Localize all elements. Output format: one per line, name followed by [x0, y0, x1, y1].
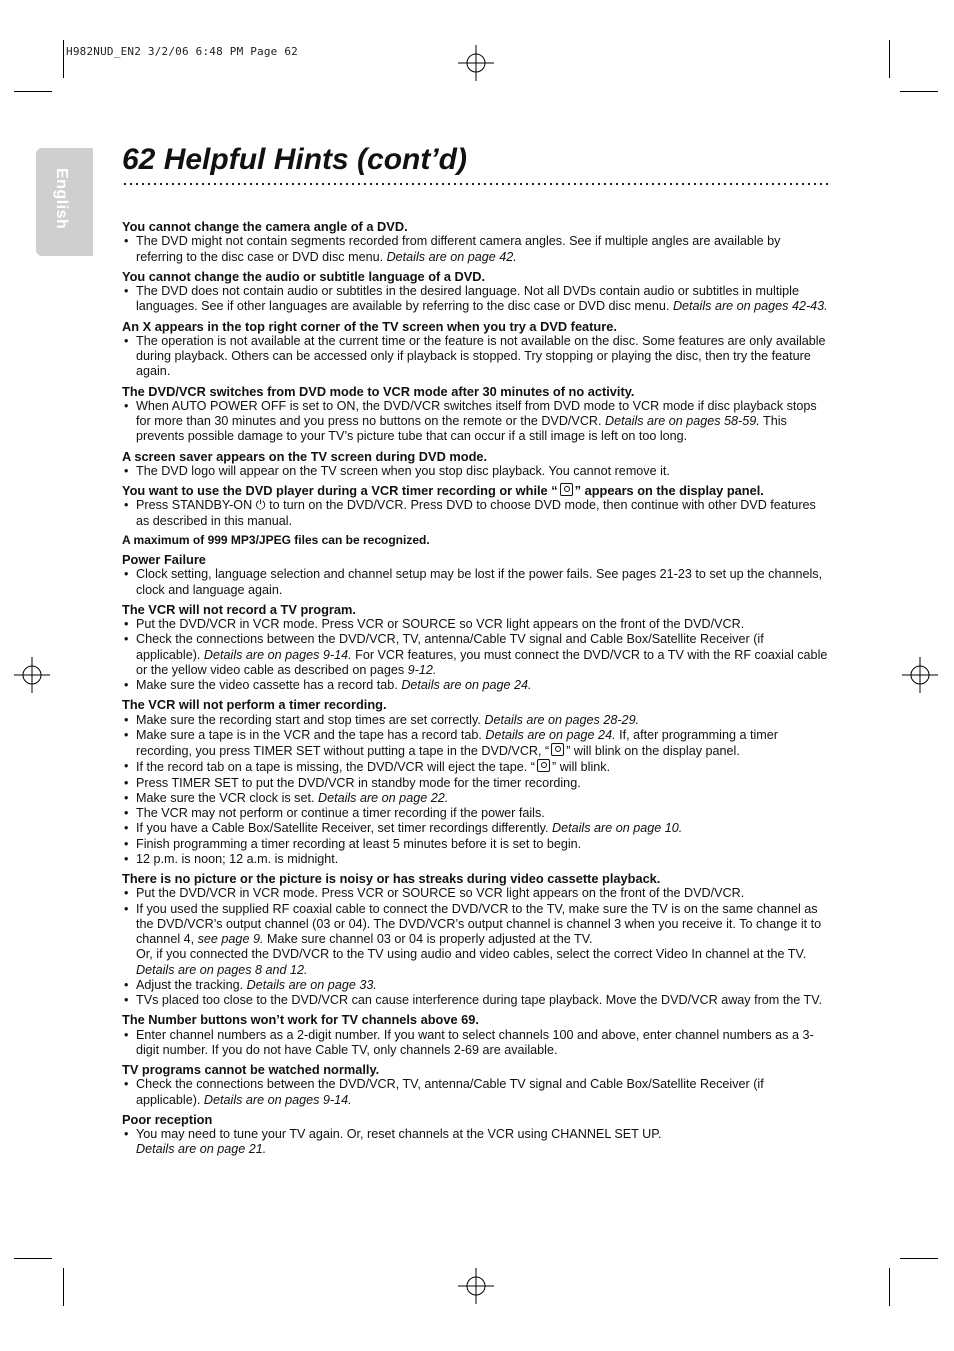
registration-mark [458, 1268, 494, 1304]
crop-mark [63, 1268, 64, 1306]
hint-heading: The VCR will not record a TV program. [122, 601, 356, 617]
hint-bullet: • Put the DVD/VCR in VCR mode. Press VCR or SOURCE so VCR light appears on the front of the DVD/VCR. [122, 886, 830, 901]
hint-bullet: • Make sure the VCR clock is set. Details are on page 22. [122, 791, 830, 806]
page-reference: Details are on pages 28-29. [484, 712, 640, 727]
hint-section [122, 533, 830, 548]
hint-heading: An X appears in the top right corner of the TV screen when you try a DVD feature. [122, 318, 617, 334]
hint-heading: A maximum of 999 MP3/JPEG files can be recognized. [122, 532, 430, 547]
hint-bullet: • TVs placed too close to the DVD/VCR can cause interference during tape playback. Move the DVD/VCR away from the TV. [122, 993, 830, 1008]
hint-heading: TV programs cannot be watched normally. [122, 1062, 380, 1077]
registration-mark [458, 45, 494, 81]
hint-bullet: • When AUTO POWER OFF is set to ON, the DVD/VCR switches itself from DVD mode to VCR mode if disc playback stops for more than 30 minutes and you press no buttons on the remote or the DVD/VCR. Details are on pages 58-59. This prevents possible damage to your TV’s picture tube that can occur if a still image is left on too long. [122, 399, 830, 445]
crop-mark [889, 40, 890, 78]
hint-bullet: • Press TIMER SET to put the DVD/VCR in standby mode for the timer recording. [122, 776, 830, 791]
hint-section [122, 483, 830, 529]
timer-icon [537, 759, 550, 772]
hint-heading: You want to use the DVD player during a VCR timer recording or while “ ” appears on the display panel. [122, 483, 764, 498]
hint-bullet: • Put the DVD/VCR in VCR mode. Press VCR or SOURCE so VCR light appears on the front of the DVD/VCR. [122, 617, 830, 632]
hint-bullet: • The operation is not available at the current time or the feature is not available on the disc. Some features are only available during playback. Others can be accessed only if playback is stopped. Try stopping or playing the disc, then try the feature again. [122, 334, 830, 380]
hint-bullet: • Clock setting, language selection and channel setup may be lost if the power fails. See pages 21-23 to set up the channels, clock and language again. [122, 567, 830, 598]
hint-section [122, 602, 830, 694]
page-reference: see page 9. [197, 932, 264, 946]
hint-bullet: • Enter channel numbers as a 2-digit number. If you want to select channels 100 and above, enter channel numbers as a 3-digit number. If you do not have Cable TV, only channels 2-69 are available. [122, 1028, 830, 1059]
hint-bullet: • If you used the supplied RF coaxial cable to connect the DVD/VCR to the TV, make sure the TV is on the same channel as the DVD/VCR’s output channel (03 or 04). The DVD/VCR’s output channel is channel 3 when you receive it. To change it to channel 4, see page 9. Make sure channel 03 or 04 is properly adjusted at the TV. Or, if you connected the DVD/VCR to the TV using audio and video cables, select the correct Video In channel at the TV. Details are on pages 8 and 12. [122, 902, 830, 978]
hint-heading: A screen saver appears on the TV screen during DVD mode. [122, 448, 488, 464]
hint-section [122, 269, 830, 315]
hint-heading: The VCR will not perform a timer recording. [122, 697, 387, 713]
hint-heading: The DVD/VCR switches from DVD mode to VCR mode after 30 minutes of no activity. [122, 383, 635, 399]
page-reference: Details are on page 42. [386, 249, 517, 264]
hint-bullet: • If you have a Cable Box/Satellite Receiver, set timer recordings differently. Details are on page 10. [122, 821, 830, 836]
language-tab-label: English [53, 168, 70, 230]
crop-mark [14, 91, 52, 92]
hint-bullet: • If the record tab on a tape is missing, the DVD/VCR will eject the tape. “ ” will blink. [122, 759, 830, 775]
hint-section [122, 552, 830, 598]
hint-section [122, 697, 830, 867]
hint-section [122, 319, 830, 380]
page-title: 62 Helpful Hints (cont’d) [122, 143, 467, 176]
hint-section [122, 1012, 830, 1058]
hint-heading: Poor reception [122, 1111, 213, 1127]
hint-section [122, 449, 830, 480]
page-reference: Details are on page 22. [317, 790, 449, 805]
page-reference: Details are on page 24. [401, 678, 532, 692]
hint-section [122, 1112, 830, 1158]
crop-mark [900, 1258, 938, 1259]
hint-section [122, 219, 830, 265]
timer-icon [560, 483, 573, 496]
registration-mark [14, 657, 50, 693]
hint-bullet: • The DVD logo will appear on the TV screen when you stop disc playback. You cannot remove it. [122, 464, 830, 479]
hint-section [122, 871, 830, 1008]
page-reference: Details are on page 10. [552, 821, 683, 836]
hint-bullet: • The DVD does not contain audio or subtitles in the desired language. Not all DVDs contain audio or subtitles in multiple languages. See if other languages are available by referring to the disc case or DVD disc menu. Details are on pages 42-43. [122, 284, 830, 315]
hint-bullet: • The VCR may not perform or continue a timer recording if the power fails. [122, 806, 830, 821]
crop-mark [14, 1258, 52, 1259]
hint-heading: The Number buttons won’t work for TV channels above 69. [122, 1012, 479, 1028]
hint-heading: There is no picture or the picture is noisy or has streaks during video cassette playback. [122, 871, 661, 886]
registration-mark [902, 657, 938, 693]
page-reference: Details are on pages 8 and 12. [136, 962, 308, 977]
hint-bullet: • Adjust the tracking. Details are on page 33. [122, 978, 830, 993]
hint-section [122, 1062, 830, 1108]
hint-bullet: • Finish programming a timer recording at least 5 minutes before it is set to begin. [122, 837, 830, 852]
page-reference: Details are on page 33. [246, 977, 377, 992]
hint-bullet: • You may need to tune your TV again. Or, reset channels at the VCR using CHANNEL SET UP. Details are on page 21. [122, 1127, 830, 1158]
hint-bullet: • Check the connections between the DVD/VCR, TV, antenna/Cable TV signal and Cable Box/Satellite Receiver (if applicable). Details are on pages 9-14. [122, 1077, 830, 1108]
hint-bullet: • 12 p.m. is noon; 12 a.m. is midnight. [122, 852, 830, 867]
print-slug: H982NUD_EN2 3/2/06 6:48 PM Page 62 [66, 45, 298, 58]
page-reference: Details are on page 24. [485, 727, 616, 742]
hint-bullet: • The DVD might not contain segments recorded from different camera angles. See if multiple angles are available by referring to the disc case or DVD disc menu. Details are on page 42. [122, 234, 830, 265]
hint-bullet: • Press STANDBY-ON ⏻ to turn on the DVD/VCR. Press DVD to choose DVD mode, then continue with other DVD features as described in this manual. [122, 498, 830, 529]
hint-section [122, 384, 830, 445]
page-reference: 9-12. [407, 662, 437, 677]
page-reference: Details are on pages 58-59. [605, 414, 760, 428]
hint-bullet: • Check the connections between the DVD/VCR, TV, antenna/Cable TV signal and Cable Box/Satellite Receiver (if applicable). Details are on pages 9-14. For VCR features, you must connect the DVD/VCR to a TV with the RF coaxial cable or the yellow video cable as described on pages 9-12. [122, 632, 830, 678]
hint-bullet: • Make sure the video cassette has a record tab. Details are on page 24. [122, 678, 830, 693]
page-reference: Details are on pages 42-43. [672, 299, 828, 314]
hint-heading: You cannot change the camera angle of a DVD. [122, 219, 408, 234]
hint-heading: You cannot change the audio or subtitle language of a DVD. [122, 268, 486, 284]
hint-bullet: • Make sure the recording start and stop times are set correctly. Details are on pages 28-29. [122, 713, 830, 728]
dotted-divider [122, 182, 832, 186]
hint-bullet: • Make sure a tape is in the VCR and the tape has a record tab. Details are on page 24. If, after programming a timer recording, you press TIMER SET without putting a tape in the DVD/VCR, “ ” will blink on the display panel. [122, 728, 830, 760]
hints-list [122, 219, 830, 1162]
crop-mark [63, 40, 64, 78]
timer-icon [551, 743, 564, 756]
page-reference: Details are on page 21. [136, 1142, 267, 1157]
page-reference: Details are on pages 9-14. [203, 1092, 352, 1107]
hint-heading: Power Failure [122, 552, 206, 567]
page-reference: Details are on pages 9-14. [203, 647, 352, 662]
crop-mark [889, 1268, 890, 1306]
crop-mark [900, 91, 938, 92]
